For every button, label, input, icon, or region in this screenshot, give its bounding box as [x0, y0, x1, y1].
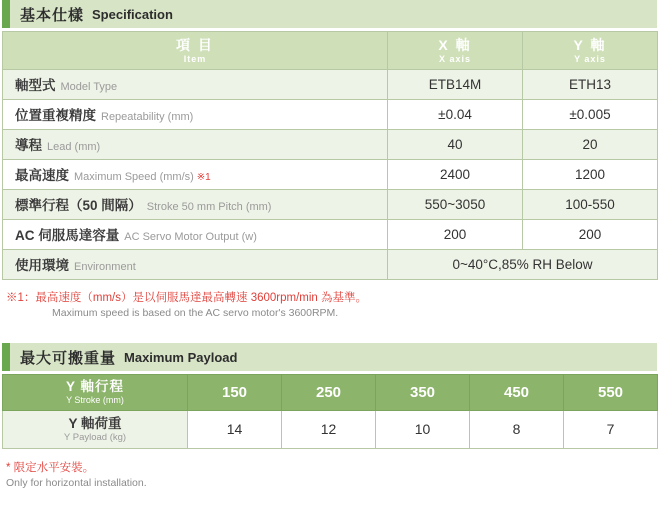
- payload-header-label-en: Y Stroke (mm): [66, 395, 124, 405]
- spec-row-y-value: ±0.005: [523, 100, 658, 130]
- spec-row-label-en: Environment: [74, 261, 136, 273]
- spec-header-x-cn: X 軸: [438, 36, 472, 53]
- payload-title-en: Maximum Payload: [124, 349, 238, 365]
- stroke-250: 250: [315, 383, 342, 401]
- footnote-line-en: Maximum speed is based on the AC servo motor's 3600RPM.: [52, 307, 339, 319]
- spec-row-y-value: ETH13: [523, 70, 658, 100]
- payload-value: [376, 411, 470, 449]
- spec-row-label: [3, 220, 388, 250]
- payload-title-cn: 最大可搬重量: [20, 349, 117, 367]
- payload-table: [2, 374, 658, 449]
- table-row: [3, 160, 658, 190]
- payload-note: [6, 459, 659, 489]
- stroke-550: 550: [597, 383, 624, 401]
- spec-header-y-cn: Y 軸: [573, 36, 607, 53]
- spec-row-x-value: 2400: [388, 160, 523, 190]
- spec-row-x-value: 200: [388, 220, 523, 250]
- spec-row-y-value: 1200: [523, 160, 658, 190]
- payload-section: [0, 343, 659, 489]
- table-row: [3, 100, 658, 130]
- payload-350: 10: [414, 420, 431, 437]
- stroke-350: 350: [409, 383, 436, 401]
- spec-header-row: [3, 32, 658, 70]
- payload-value: [282, 411, 376, 449]
- table-row: [3, 190, 658, 220]
- specification-section-header: [2, 0, 657, 28]
- spec-row-x-value: ±0.04: [388, 100, 523, 130]
- payload-stroke-value: [564, 375, 658, 411]
- green-accent-bar: [2, 343, 10, 371]
- spec-row-label: [3, 70, 388, 100]
- payload-row-label-cn: Y 軸荷重: [68, 416, 122, 431]
- payload-header-row: [3, 375, 658, 411]
- specification-title-cn: 基本仕樣: [20, 6, 85, 24]
- spec-header-y-en: Y axis: [574, 53, 606, 64]
- spec-row-y-value: 100-550: [523, 190, 658, 220]
- spec-row-label: [3, 190, 388, 220]
- spec-row-label-en: Stroke 50 mm Pitch (mm): [146, 201, 272, 213]
- spec-row-label-cn: AC 伺服馬達容量: [15, 228, 120, 243]
- spec-header-x-en: X axis: [438, 53, 472, 64]
- spec-row-label: [3, 250, 388, 280]
- payload-section-header: [2, 343, 657, 371]
- table-row: [3, 411, 658, 449]
- spec-row-label-cn: 標準行程（50 間隔）: [15, 198, 142, 213]
- spec-row-merged-value: 0~40°C,85% RH Below: [388, 250, 658, 280]
- spec-row-x-value: ETB14M: [388, 70, 523, 100]
- spec-row-label-en: Repeatability (mm): [101, 111, 194, 123]
- spec-header-y-axis: [523, 32, 658, 70]
- payload-value: [564, 411, 658, 449]
- payload-header-label: [3, 375, 188, 411]
- table-row: [3, 250, 658, 280]
- spec-row-footnote-marker: ※1: [196, 172, 211, 183]
- spec-row-label-cn: 最高速度: [15, 168, 69, 183]
- payload-stroke-value: [470, 375, 564, 411]
- stroke-150: 150: [221, 383, 248, 401]
- specification-table: [2, 31, 658, 280]
- payload-450: 8: [512, 420, 521, 437]
- payload-stroke-value: [188, 375, 282, 411]
- payload-550: 7: [606, 420, 615, 437]
- spec-row-label: [3, 100, 388, 130]
- footnote-line-cn: ※1：最高速度（mm/s）是以伺服馬達最高轉速 3600rpm/min 為基準。: [6, 292, 368, 304]
- spec-row-label-en: AC Servo Motor Output (w): [124, 231, 257, 243]
- specification-title-en: Specification: [92, 6, 173, 22]
- payload-stroke-value: [376, 375, 470, 411]
- payload-note-en: Only for horizontal installation.: [6, 477, 147, 489]
- spec-row-x-value: 550~3050: [388, 190, 523, 220]
- spec-row-label: [3, 130, 388, 160]
- spec-row-y-value: 20: [523, 130, 658, 160]
- spec-row-x-value: 40: [388, 130, 523, 160]
- spec-header-item: [3, 32, 388, 70]
- payload-stroke-value: [282, 375, 376, 411]
- payload-row-label-en: Y Payload (kg): [63, 432, 127, 443]
- table-row: [3, 130, 658, 160]
- spec-row-label-cn: 導程: [15, 138, 42, 153]
- spec-row-label-en: Lead (mm): [47, 141, 101, 153]
- table-row: [3, 220, 658, 250]
- specification-footnote: [6, 289, 659, 319]
- payload-value: [188, 411, 282, 449]
- spec-row-label-cn: 軸型式: [15, 78, 56, 93]
- payload-value: [470, 411, 564, 449]
- spec-header-item-en: Item: [183, 53, 207, 64]
- spec-row-label-en: Model Type: [60, 81, 118, 93]
- payload-150: 14: [226, 420, 243, 437]
- payload-note-cn: * 限定水平安裝。: [6, 462, 95, 474]
- spec-row-label-en: Maximum Speed (mm/s): [74, 171, 194, 183]
- spec-row-label-cn: 使用環境: [15, 258, 69, 273]
- spec-header-x-axis: [388, 32, 523, 70]
- spec-row-y-value: 200: [523, 220, 658, 250]
- payload-row-label: [3, 411, 188, 449]
- table-row: [3, 70, 658, 100]
- spec-row-label: [3, 160, 388, 190]
- stroke-450: 450: [503, 383, 530, 401]
- spec-header-item-cn: 項 目: [176, 36, 214, 53]
- green-accent-bar: [2, 0, 10, 28]
- payload-header-label-cn: Y 軸行程: [65, 379, 124, 394]
- spec-row-label-cn: 位置重複精度: [15, 108, 96, 123]
- payload-250: 12: [320, 420, 337, 437]
